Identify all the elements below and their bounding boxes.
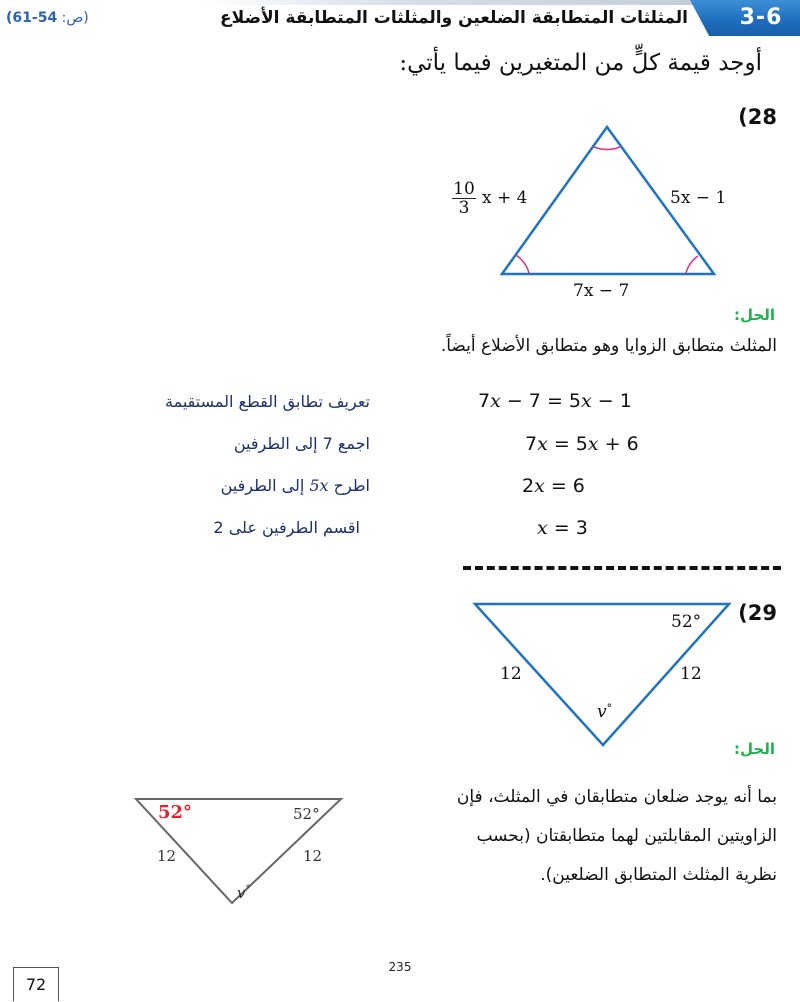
angle-label-29: 52° (671, 612, 702, 632)
right-side-label-29: 12 (680, 664, 702, 684)
solution-left-side: 12 (157, 847, 177, 865)
eq-part: 2 (522, 475, 535, 497)
eq-var: x (534, 475, 545, 497)
page-number: 235 (388, 960, 412, 974)
eq-var: x (490, 390, 501, 412)
eq-var: x (587, 433, 599, 455)
eq-var: x (537, 433, 548, 455)
solution-label-28: الحل: (734, 306, 775, 324)
reasoning-line-1: بما أنه يوجد ضلعان متطابقان في المثلث، فإن (456, 787, 777, 807)
problem-number-28: (28 (738, 105, 777, 129)
step-note-3-var: 5x (309, 476, 329, 495)
fraction-denominator: 3 (458, 198, 470, 218)
reasoning-line-2: الزاويتين المقابلتين لهما متطابقتان (بحسب (476, 826, 777, 846)
reasoning-line-3: نظرية المثلث المتطابق الضلعين). (540, 865, 777, 885)
step-note-4: اقسم الطرفين على 2 (213, 518, 360, 537)
pages-range: 54-61) (6, 10, 58, 26)
eq-part: = 3 (547, 517, 588, 539)
eq-part: − 7 = 5 (500, 390, 581, 412)
solution-statement-28: المثلث متطابق الزوايا وهو متطابق الأضلاع أيضاً. (440, 336, 777, 356)
page-box-number: 72 (13, 967, 59, 1001)
eq-part: = 6 (544, 475, 585, 497)
step-note-2: اجمع 7 إلى الطرفين (233, 434, 370, 453)
eq-part: − 1 (591, 390, 632, 412)
problem-number-29: (29 (738, 601, 777, 625)
degree-symbol: ° (245, 884, 251, 895)
degree-symbol: ° (606, 702, 613, 715)
eq-part: = 5 (547, 433, 588, 455)
eq-part: 7 (478, 390, 491, 412)
eq-var: x (581, 390, 592, 412)
pages-prefix: (ص: (61, 10, 89, 26)
angle-var: v (237, 884, 246, 902)
solution-bottom-angle (237, 884, 250, 902)
lesson-title: المثلثات المتطابقة الضلعين والمثلثات المتطابقة الأضلاع (220, 8, 688, 28)
step-note-3-prefix: اطرح (328, 476, 370, 495)
eq-part: 7 (525, 433, 538, 455)
solution-right-side: 12 (303, 847, 323, 865)
solution-left-angle: 52° (158, 802, 193, 823)
angle-var: v (597, 702, 607, 722)
solution-right-angle: 52° (293, 805, 320, 823)
right-side-label-28: 5x − 1 (670, 188, 727, 208)
step-note-1: تعريف تطابق القطع المستقيمة (165, 392, 370, 411)
eq-part: + 6 (598, 433, 639, 455)
step-note-3-suffix: إلى الطرفين (220, 476, 310, 495)
left-side-label-29: 12 (500, 664, 522, 684)
instruction: أوجد قيمة كلٍّ من المتغيرين فيما يأتي: (399, 50, 762, 76)
left-side-label-28: x + 4 (482, 188, 528, 208)
solution-label-29: الحل: (734, 740, 775, 758)
base-label-28: 7x − 7 (573, 281, 630, 301)
lesson-number: 3-6 (739, 5, 783, 30)
fraction-numerator: 10 (453, 179, 475, 199)
eq-var: x (537, 517, 548, 539)
